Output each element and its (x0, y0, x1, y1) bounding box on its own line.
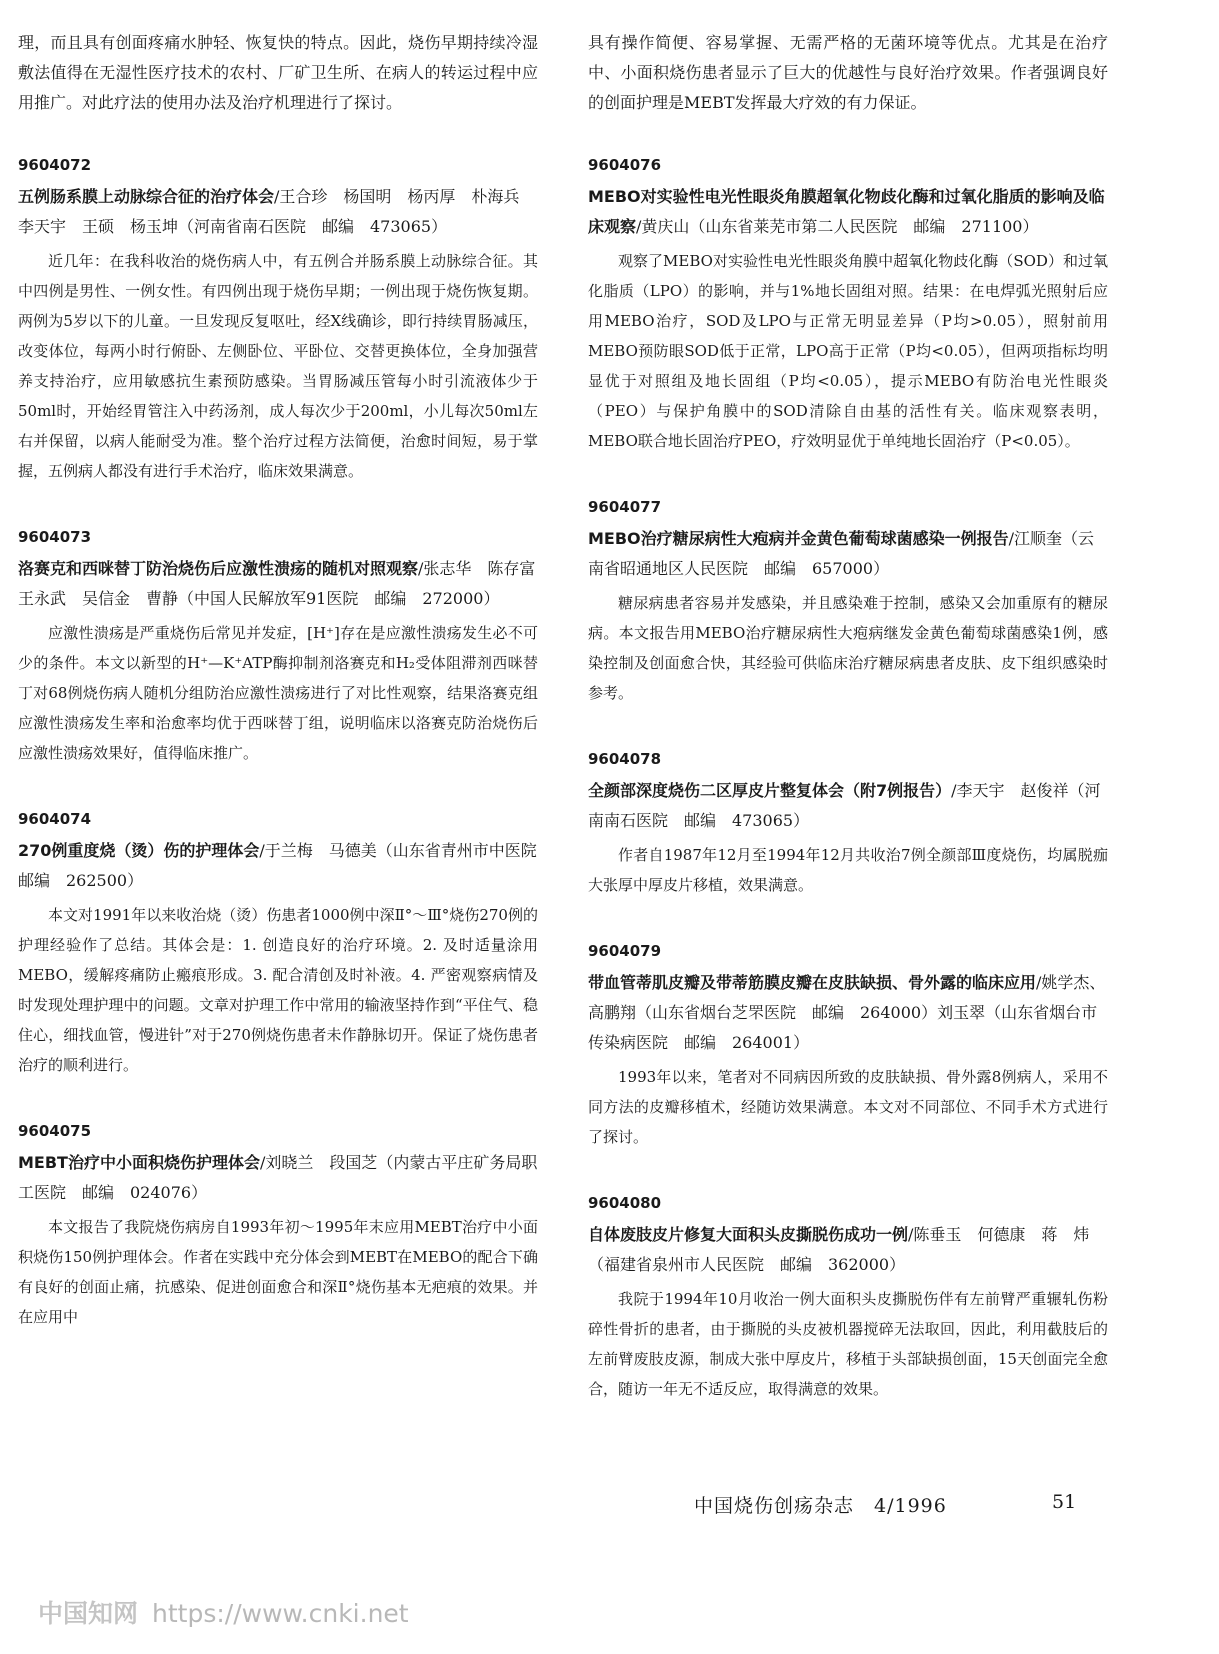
entry-abstract: 1993年以来，笔者对不同病因所致的皮肤缺损、骨外露8例病人，采用不同方法的皮瓣移植术，经随访效果满意。本文对不同部位、不同手术方式进行了探讨。 (588, 1068, 1108, 1146)
entry-id: 9604076 (588, 156, 662, 174)
entry-id: 9604077 (588, 498, 662, 516)
abstract-entry (588, 940, 1108, 1152)
entry-authors: /于兰梅 马德美（山东省青州市中医院 邮编 262500） (18, 841, 553, 890)
entry-authors: /王合珍 杨国明 杨丙厚 朴海兵 李天宇 王硕 杨玉坤（河南省南石医院 邮编 473065） (18, 187, 536, 236)
entry-abstract: 观察了MEBO对实验性电光性眼炎角膜中超氧化物歧化酶（SOD）和过氧化脂质（LPO）的影响，并与1%地长固组对照。结果：在电焊弧光照射后应用MEBO治疗，SOD及LPO与正常无明显差异（P均>0.05），照射前用MEBO预防眼SOD低于正常，LPO高于正常（P均<0.05），但两项指标均明显优于对照组及地长固组（P均<0.05），提示MEBO有防治电光性眼炎（PEO）与保护角膜中的SOD清除自由基的活性有关。临床观察表明，MEBO联合地长固治疗PEO，疗效明显优于单纯地长固治疗（P<0.05）。 (588, 252, 1108, 450)
abstract-entry (18, 154, 538, 486)
abstract-entry (588, 496, 1108, 708)
entry-abstract: 本文对1991年以来收治烧（烫）伤患者1000例中深Ⅱ°～Ⅲ°烧伤270例的护理经验作了总结。其体会是：1. 创造良好的治疗环境。2. 及时适量涂用MEBO，缓解疼痛防止瘢痕形成。3. 配合清创及时补液。4. 严密观察病情及时发现处理护理中的问题。文章对护理工作中常用的输液坚持作到“平住气、稳住心，细找血管，慢进针”对于270例烧伤患者未作静脉切开。保证了烧伤患者治疗的顺利进行。 (18, 906, 538, 1074)
entry-authors: /刘晓兰 段国芝（内蒙古平庄矿务局职工医院 邮编 024076） (18, 1153, 538, 1202)
entry-authors: /江顺奎（云南省昭通地区人民医院 邮编 657000） (588, 529, 1095, 578)
page-number: 51 (1052, 1491, 1077, 1513)
entry-heading (18, 182, 538, 242)
entry-authors: /陈垂玉 何德康 蒋 炜（福建省泉州市人民医院 邮编 362000） (588, 1225, 1090, 1274)
entry-id: 9604075 (18, 1122, 92, 1140)
entry-abstract: 近几年：在我科收治的烧伤病人中，有五例合并肠系膜上动脉综合征。其中四例是男性、一例女性。有四例出现于烧伤早期；一例出现于烧伤恢复期。两例为5岁以下的儿童。一旦发现反复呕吐，经X线确诊，即行持续胃肠减压，改变体位，每两小时行俯卧、左侧卧位、平卧位、交替更换体位，全身加强营养支持治疗，应用敏感抗生素预防感染。当胃肠减压管每小时引流液体少于50ml时，开始经胃管注入中药汤剂，成人每次少于200ml，小儿每次50ml左右并保留，以病人能耐受为准。整个治疗过程方法简便，治愈时间短，易于掌握，五例病人都没有进行手术治疗，临床效果满意。 (18, 252, 538, 480)
abstract-entry (18, 526, 552, 768)
entry-id: 9604074 (18, 810, 92, 828)
entry-authors: /张志华 陈存富 王永武 吴信金 曹静（中国人民解放军91医院 邮编 272000） (18, 559, 552, 608)
journal-footer: 中国烧伤创疡杂志 4/1996 (694, 1495, 947, 1517)
entry-heading (18, 836, 553, 896)
entry-abstract: 本文报告了我院烧伤病房自1993年初～1995年末应用MEBT治疗中小面积烧伤150例护理体会。作者在实践中充分体会到MEBT在MEBO的配合下确有良好的创面止痛，抗感染、促进创面愈合和深Ⅱ°烧伤基本无疤痕的效果。并在应用中 (18, 1218, 538, 1326)
abstract-entry (18, 1120, 538, 1332)
entry-authors: /姚学杰、高鹏翔（山东省烟台芝罘医院 邮编 264000）刘玉翠（山东省烟台市传染病医院 邮编 264001） (588, 973, 1106, 1052)
left-column (18, 28, 553, 1332)
abstract-entry (18, 808, 553, 1080)
entry-abstract: 应激性溃疡是严重烧伤后常见并发症，[H⁺]存在是应激性溃疡发生必不可少的条件。本文以新型的H⁺—K⁺ATP酶抑制剂洛赛克和H₂受体阻滞剂西咪替丁对68例烧伤病人随机分组防治应激性溃疡进行了对比性观察，结果洛赛克组应激性溃疡发生率和治愈率均优于西咪替丁组，说明临床以洛赛克防治烧伤后应激性溃疡效果好，值得临床推广。 (18, 624, 538, 762)
entry-title: 带血管蒂肌皮瓣及带蒂筋膜皮瓣在皮肤缺损、骨外露的临床应用 (588, 973, 1037, 992)
continuation-text: 具有操作简便、容易掌握、无需严格的无菌环境等优点。尤其是在治疗中、小面积烧伤患者显示了巨大的优越性与良好治疗效果。作者强调良好的创面护理是MEBT发挥最大疗效的有力保证。 (588, 33, 1108, 112)
abstract-entry (588, 1192, 1108, 1404)
abstract-entry (588, 748, 1108, 900)
entry-abstract: 我院于1994年10月收治一例大面积头皮撕脱伤伴有左前臂严重辗轧伤粉碎性骨折的患者，由于撕脱的头皮被机器搅碎无法取回，因此，利用截肢后的左前臂废肢皮源，制成大张中厚皮片，移植于头部缺损创面，15天创面完全愈合，随访一年无不适反应，取得满意的效果。 (588, 1290, 1108, 1398)
watermark-url: https://www.cnki.net (152, 1599, 409, 1628)
entry-title: MEBT治疗中小面积烧伤护理体会 (18, 1153, 260, 1172)
entry-authors: /黄庆山（山东省莱芜市第二人民医院 邮编 271100） (636, 217, 1039, 236)
entry-heading (588, 776, 1108, 836)
entry-heading (588, 182, 1108, 242)
entry-heading (18, 554, 552, 614)
entry-abstract: 糖尿病患者容易并发感染，并且感染难于控制，感染又会加重原有的糖尿病。本文报告用MEBO治疗糖尿病性大疱病继发金黄色葡萄球菌感染1例，感染控制及创面愈合快，其经验可供临床治疗糖尿病患者皮肤、皮下组织感染时参考。 (588, 594, 1108, 702)
entry-heading (588, 524, 1108, 584)
entry-heading (588, 968, 1108, 1058)
entry-id: 9604079 (588, 942, 662, 960)
entry-heading (588, 1220, 1108, 1280)
entry-abstract: 作者自1987年12月至1994年12月共收治7例全颜部Ⅲ度烧伤，均属脱痂大张厚中厚皮片移植，效果满意。 (588, 846, 1108, 894)
entry-title: 洛赛克和西咪替丁防治烧伤后应激性溃疡的随机对照观察 (18, 559, 419, 578)
entry-id: 9604078 (588, 750, 662, 768)
abstract-entry (588, 154, 1108, 456)
entry-id: 9604073 (18, 528, 92, 546)
watermark-name: 中国知网 (38, 1599, 139, 1628)
entry-title: MEBO治疗糖尿病性大疱病并金黄色葡萄球菌感染一例报告 (588, 529, 1009, 548)
entry-title: 五例肠系膜上动脉综合征的治疗体会 (18, 187, 275, 206)
entry-heading (18, 1148, 538, 1208)
right-column (588, 28, 1108, 1404)
entry-title: 270例重度烧（烫）伤的护理体会 (18, 841, 260, 860)
cnki-watermark (38, 1594, 409, 1630)
entry-title: MEBO对实验性电光性眼炎角膜超氧化物歧化酶和过氧化脂质的影响及临床观察 (588, 187, 1105, 236)
continuation-text: 理，而且具有创面疼痛水肿轻、恢复快的特点。因此，烧伤早期持续冷湿敷法值得在无湿性医疗技术的农村、厂矿卫生所、在病人的转运过程中应用推广。对此疗法的使用办法及治疗机理进行了探讨。 (18, 33, 538, 112)
entry-authors: /李天宇 赵俊祥（河南南石医院 邮编 473065） (588, 781, 1101, 830)
entry-id: 9604072 (18, 156, 92, 174)
entry-title: 全颜部深度烧伤二区厚皮片整复体会（附7例报告） (588, 781, 952, 800)
entry-id: 9604080 (588, 1194, 662, 1212)
entry-title: 自体废肢皮片修复大面积头皮撕脱伤成功一例 (588, 1225, 909, 1244)
